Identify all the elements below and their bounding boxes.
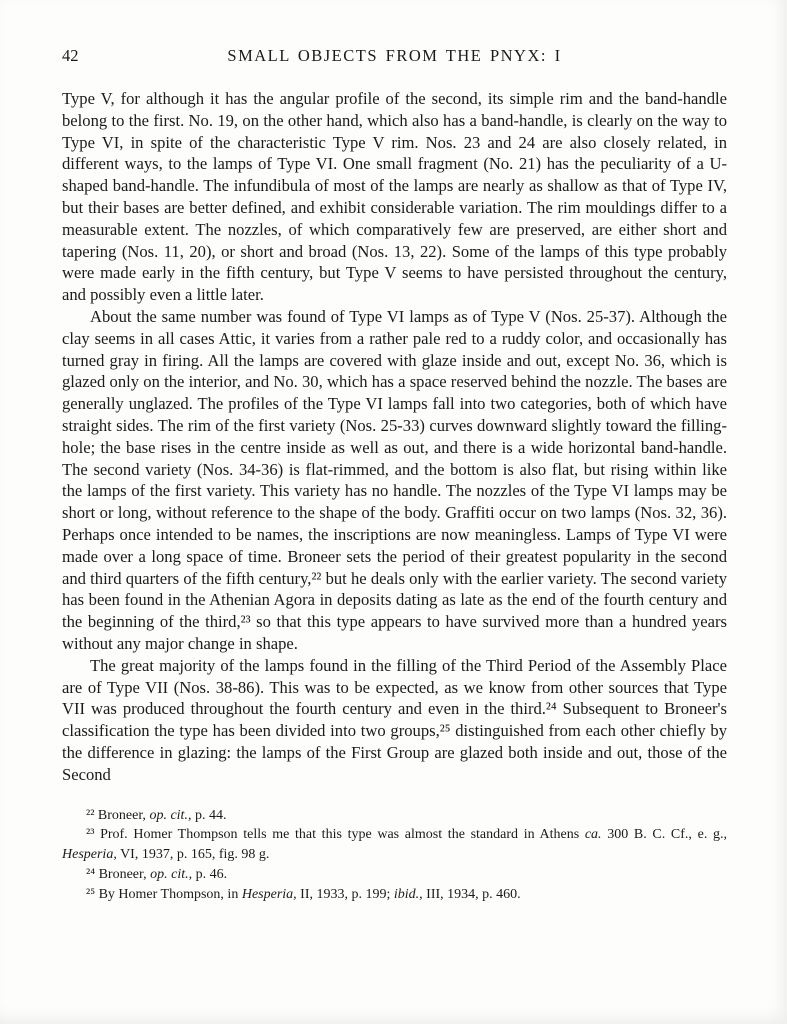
footnotes-section [62,806,727,905]
page-number: 42 [62,46,79,65]
page-header [62,46,727,66]
paragraph-type-vii: The great majority of the lamps found in the filling of the Third Period of the Assembly Place are of Type VII (Nos. 38-86). This was to be expected, as we know from other sources that Type VII was produced throughout the fourth century and even in the third.²⁴ Subsequent to Broneer's classification the type has been divided into two groups,²⁵ distinguished from each other chiefly by the difference in glazing: the lamps of the First Group are glazed both inside and out, those of the Second [62,655,727,784]
body-text [62,88,727,786]
footnote-22: ²² Broneer, op. cit., p. 44. [86,807,227,823]
footnote-25: ²⁵ By Homer Thompson, in Hesperia, II, 1933, p. 199; ibid., III, 1934, p. 460. [86,886,521,902]
footnote-24: ²⁴ Broneer, op. cit., p. 46. [86,866,228,882]
paragraph-type-vi: About the same number was found of Type VI lamps as of Type V (Nos. 25-37). Although the clay seems in all cases Attic, it varies from a rather pale red to a ruddy color, and occasionally has turned gray in firing. All the lamps are covered with glaze inside and out, except No. 36, which is glazed only on the interior, and No. 30, which has a space reserved behind the nozzle. The bases are generally unglazed. The profiles of the Type VI lamps fall into two categories, both of which have straight sides. The rim of the first variety (Nos. 25-33) curves downward slightly toward the filling-hole; the base rises in the centre inside as well as out, and there is a wide horizontal band-handle. The second variety (Nos. 34-36) is flat-rimmed, and the bottom is also flat, but rising within like the lamps of the first variety. This variety has no handle. The nozzles of the Type VI lamps may be short or long, without reference to the shape of the body. Graffiti occur on two lamps (Nos. 32, 36). Perhaps once intended to be names, the inscriptions are now meaningless. Lamps of Type VI were made over a long space of time. Broneer sets the period of their greatest popularity in the second and third quarters of the fifth century,²² but he deals only with the earlier variety. The second variety has been found in the Athenian Agora in deposits dating as late as the end of the fourth century and the beginning of the third,²³ so that this type appears to have survived more than a hundred years without any major change in shape. [62,306,727,653]
footnote-23: ²³ Prof. Homer Thompson tells me that this type was almost the standard in Athens ca. 300 B. C. Cf., e. g., Hesperia, VI, 1937, p. 165, fig. 98 g. [62,827,727,863]
paragraph-type-v: Type V, for although it has the angular profile of the second, its simple rim and the band-handle belong to the first. No. 19, on the other hand, which also has a band-handle, is clearly on the way to Type VI, in spite of the characteristic Type V rim. Nos. 23 and 24 are also closely related, in different ways, to the lamps of Type VI. One small fragment (No. 21) has the peculiarity of a U-shaped band-handle. The infundibula of most of the lamps are nearly as shallow as that of Type IV, but their bases are better defined, and exhibit considerable variation. The rim mouldings differ to a measurable extent. The nozzles, of which comparatively few are preserved, are either short and tapering (Nos. 11, 20), or short and broad (Nos. 13, 22). Some of the lamps of this type probably were made early in the fifth century, but Type V seems to have persisted throughout the century, and possibly even a little later. [62,89,727,305]
running-title: SMALL OBJECTS FROM THE PNYX: I [227,46,562,65]
